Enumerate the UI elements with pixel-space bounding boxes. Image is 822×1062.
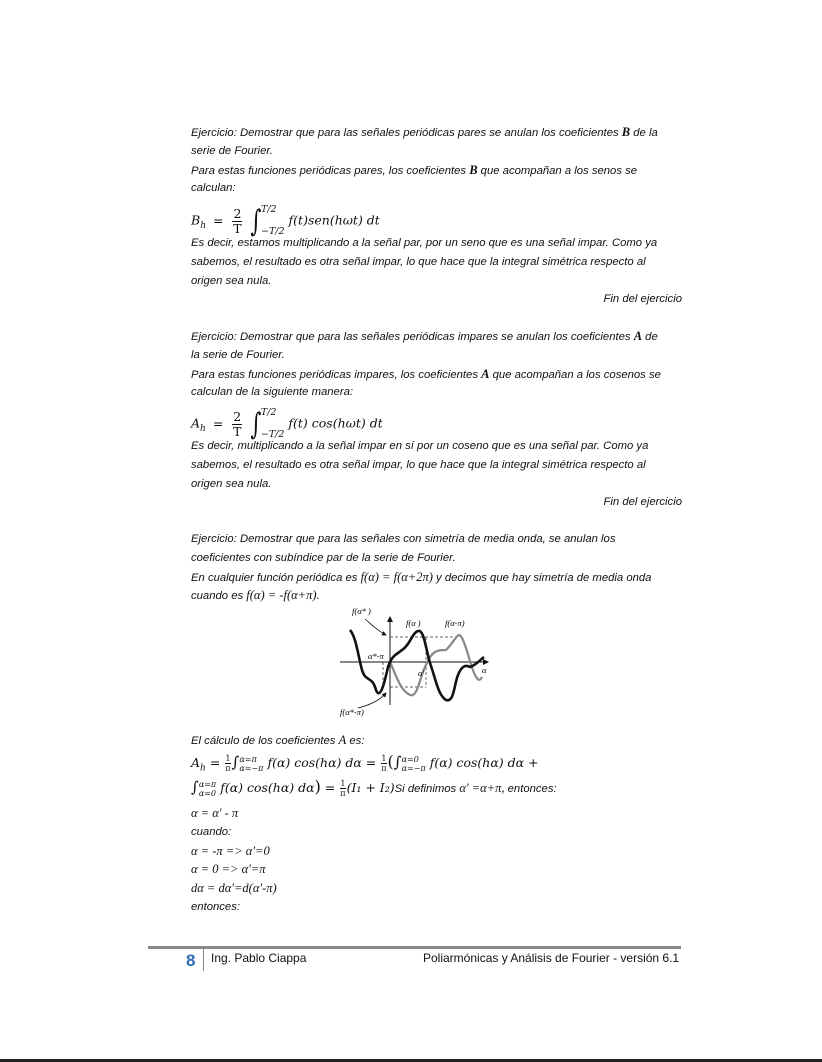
footer-rule bbox=[148, 946, 681, 949]
formula-ah: $A_h$ = $\frac{2}{T}$ ∫ T/2 −T/2 f(t) cos(hωt) dt bbox=[191, 406, 383, 442]
text-run: coeficientes con subíndice par de la serie de Fourier. bbox=[191, 551, 456, 564]
text-line bbox=[191, 253, 646, 271]
text-run: origen sea nula. bbox=[191, 477, 272, 490]
text-line bbox=[191, 383, 353, 401]
footer-title: Poliarmónicas y Análisis de Fourier - versión 6.1 bbox=[423, 951, 680, 965]
text-run: calculan de la siguiente manera: bbox=[191, 386, 354, 399]
text-run: de la bbox=[630, 127, 658, 139]
text-line bbox=[191, 530, 615, 548]
formula-bh: $B_h$ = $\frac{2}{T}$ ∫ T/2 −T/2 f(t)sen(hωt) dt bbox=[191, 203, 380, 239]
text-line bbox=[191, 437, 648, 455]
text-line bbox=[191, 327, 658, 346]
label-f-alpha-star: f(α* ) bbox=[352, 606, 371, 616]
label-alpha: α bbox=[482, 665, 487, 675]
text-run: Para estas funciones periódicas impares, los coeficientes bbox=[191, 368, 482, 381]
footer-author: Ing. Pablo Ciappa bbox=[211, 951, 307, 965]
text-run: cuando es bbox=[191, 590, 247, 603]
text-line bbox=[191, 179, 236, 197]
text-line bbox=[191, 879, 277, 898]
text-run: En cualquier función periódica es bbox=[191, 571, 361, 584]
text-line bbox=[191, 142, 273, 160]
text-run: cuando: bbox=[191, 825, 232, 838]
label-f-alpha: f(α ) bbox=[406, 618, 421, 628]
text-run: de bbox=[642, 331, 658, 343]
text-line bbox=[191, 272, 271, 290]
end-of-exercise: Fin del ejercicio bbox=[603, 293, 682, 305]
calc-intro bbox=[191, 731, 364, 750]
text-run: que acompañan a los senos se bbox=[477, 164, 638, 177]
half-wave-symmetry-figure bbox=[310, 605, 500, 720]
text-line bbox=[191, 475, 271, 493]
math-text: α = α' - π bbox=[191, 806, 239, 820]
text-run: Es decir, multiplicando a la señal impar en sí por un coseno que es una señal par. Como ya bbox=[191, 440, 649, 452]
label-alpha-star-minus-pi: α*-π bbox=[368, 651, 384, 661]
math-text: α = -π => α'=0 bbox=[191, 843, 270, 858]
bold-symbol: B bbox=[621, 125, 631, 139]
label-f-alpha-star-minus-pi: f(α*-π) bbox=[340, 707, 364, 717]
text-line bbox=[191, 549, 456, 567]
formula-ah-half-wave-2: ∫ α=π α=0 f(α) cos(hα) dα) = $\frac{1}{\pi}$ (I₁ + I₂)Si definimos α' =α+π, entonces: bbox=[191, 777, 557, 798]
end-of-exercise: Fin del ejercicio bbox=[603, 496, 682, 508]
math-text: dα = dα'=d(α'-π) bbox=[191, 881, 277, 896]
text-run: es: bbox=[346, 735, 365, 747]
text-run: entonces: bbox=[191, 901, 240, 913]
text-line bbox=[191, 586, 320, 605]
page-number: 8 bbox=[186, 951, 196, 970]
text-line bbox=[191, 123, 658, 142]
text-line bbox=[191, 161, 637, 180]
text-run: calculan: bbox=[191, 182, 236, 195]
text-run: Ejercicio: Demostrar que para las señales periódicas impares se anulan los coeficientes bbox=[191, 331, 634, 343]
text-line bbox=[191, 842, 270, 861]
bold-symbol: A bbox=[633, 329, 643, 343]
text-run: la serie de Fourier. bbox=[191, 348, 285, 361]
text-line bbox=[191, 365, 661, 384]
math-text: α = 0 => α'=π bbox=[191, 862, 266, 877]
text-line bbox=[191, 860, 266, 879]
text-run: El cálculo de los coeficientes bbox=[191, 735, 339, 747]
text-line bbox=[191, 568, 651, 587]
text-run: Ejercicio: Demostrar que para las señales periódicas pares se anulan los coeficientes bbox=[191, 127, 622, 139]
text-run: y decimos que hay simetría de media onda bbox=[432, 571, 652, 584]
label-alpha-prime: α' bbox=[418, 668, 425, 678]
math-text: f(α) = f(α+2π) bbox=[360, 569, 433, 584]
text-line bbox=[191, 456, 646, 474]
text-line bbox=[191, 823, 231, 841]
text-line bbox=[191, 346, 285, 364]
bold-symbol: B bbox=[469, 162, 478, 177]
math-text: f(α) = -f(α+π). bbox=[246, 588, 320, 603]
text-line bbox=[191, 804, 238, 823]
label-f-alpha-minus-pi: f(α-π) bbox=[445, 618, 465, 628]
text-run: sabemos, el resultado es otra señal impar, lo que hace que la integral simétrica respecto al bbox=[191, 458, 646, 471]
text-run: Es decir, estamos multiplicando a la señal par, por un seno que es una señal impar. Como ya bbox=[191, 237, 658, 249]
text-run: origen sea nula. bbox=[191, 274, 272, 287]
text-run: que acompañan a los cosenos se bbox=[489, 368, 661, 381]
text-line bbox=[191, 234, 657, 252]
bold-symbol: A bbox=[481, 366, 490, 381]
text-run: Para estas funciones periódicas pares, los coeficientes bbox=[191, 164, 470, 177]
footer-separator bbox=[203, 949, 204, 971]
text-run: sabemos, el resultado es otra señal impar, lo que hace que la integral simétrica respecto al bbox=[191, 255, 646, 268]
text-run: serie de Fourier. bbox=[191, 144, 273, 157]
formula-ah-half-wave-1: $A_h$ = $\frac{1}{\pi}$ ∫ α=π α=−π f(α) cos(hα) dα = $\frac{1}{\pi}$ (∫ α=0 α=−π f(α) cos(hα) dα + bbox=[191, 752, 539, 774]
math-text: A bbox=[338, 733, 347, 747]
text-run: Ejercicio: Demostrar que para las señales con simetría de media onda, se anulan los bbox=[191, 533, 616, 545]
text-line bbox=[191, 898, 240, 916]
